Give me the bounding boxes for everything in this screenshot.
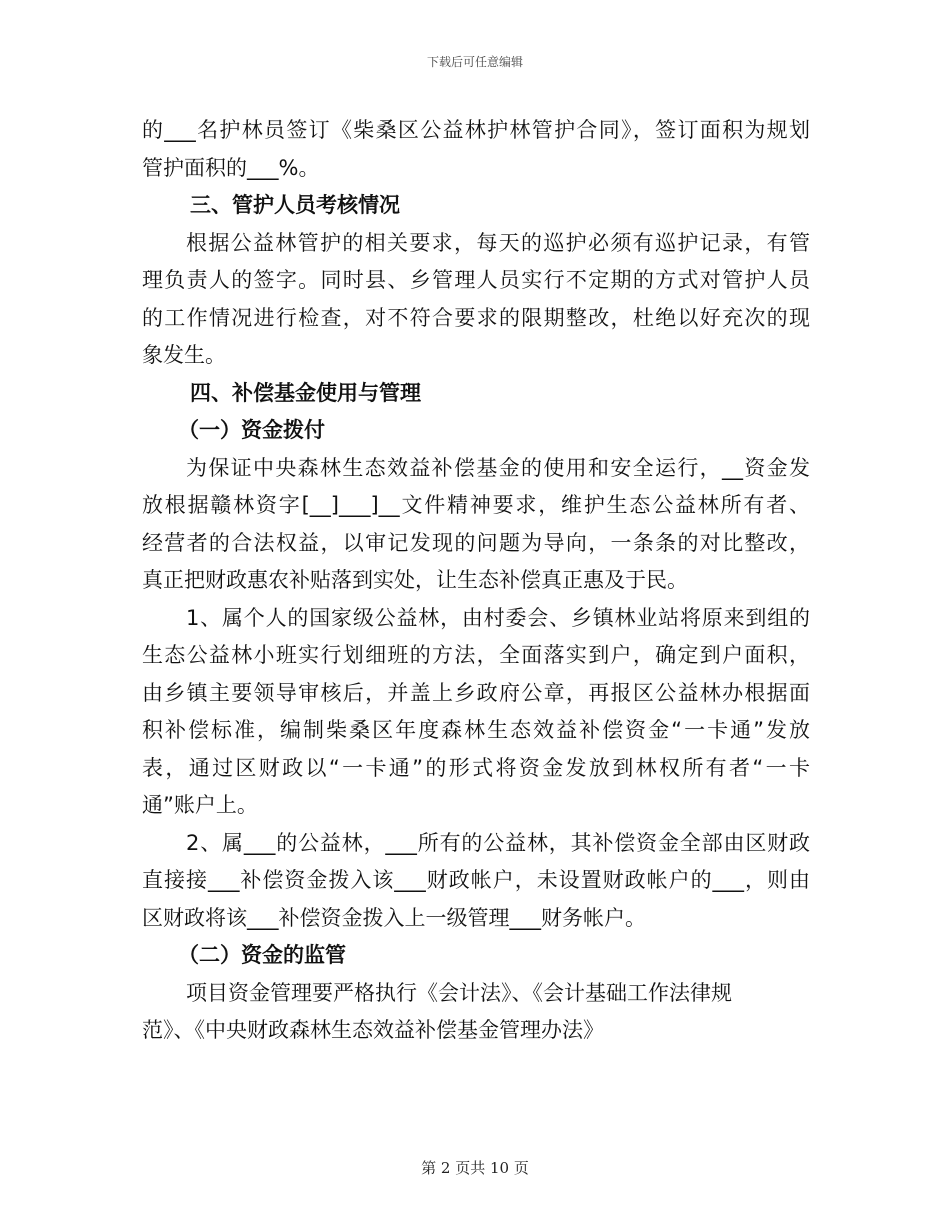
paragraph-line: 直接接___补偿资金拨入该___财政帐户，未设置财政帐户的___，则由 bbox=[142, 868, 810, 892]
paragraph-line: 通”账户上。 bbox=[142, 793, 258, 817]
page-footer: 第 2 页共 10 页 bbox=[421, 1159, 529, 1177]
paragraph-line: 区财政将该___补偿资金拨入上一级管理___财务帐户。 bbox=[142, 905, 646, 930]
paragraph-line: 的工作情况进行检查，对不符合要求的限期整改，杜绝以好充次的现 bbox=[142, 305, 810, 330]
paragraph-line: 项目资金管理要严格执行《会计法》、《会计基础工作法律规 bbox=[186, 980, 732, 1005]
paragraph-line: 理负责人的签字。同时县、乡管理人员实行不定期的方式对管护人员 bbox=[142, 268, 810, 292]
section-heading: 三、管护人员考核情况 bbox=[190, 193, 400, 217]
paragraph-line: 生态公益林小班实行划细班的方法，全面落实到户，确定到户面积， bbox=[142, 643, 810, 667]
paragraph-line: 2、属___的公益林，___所有的公益林，其补偿资金全部由区财政 bbox=[186, 830, 810, 855]
paragraph-line: 为保证中央森林生态效益补偿基金的使用和安全运行，__资金发 bbox=[186, 455, 810, 480]
paragraph-line: 象发生。 bbox=[142, 343, 226, 367]
document-body bbox=[142, 112, 810, 1050]
paragraph-line: 根据公益林管护的相关要求，每天的巡护必须有巡护记录，有管 bbox=[186, 230, 810, 255]
page-header: 下载后可任意编辑 bbox=[426, 55, 523, 69]
paragraph-line: 的___名护林员签订《柴桑区公益林护林管护合同》，签订面积为规划 bbox=[142, 118, 810, 142]
section-heading: 四、补偿基金使用与管理 bbox=[190, 380, 421, 405]
subsection-heading: （二）资金的监管 bbox=[178, 943, 346, 967]
paragraph-line: 由乡镇主要领导审核后，并盖上乡政府公章，再报区公益林办根据面 bbox=[142, 680, 810, 705]
paragraph-line: 表，通过区财政以“一卡通”的形式将资金发放到林权所有者“一卡 bbox=[142, 755, 810, 780]
paragraph-line: 真正把财政惠农补贴落到实处，让生态补偿真正惠及于民。 bbox=[142, 568, 688, 592]
paragraph-line: 经营者的合法权益，以审记发现的问题为导向，一条条的对比整改， bbox=[142, 530, 810, 555]
paragraph-line: 积补偿标准，编制柴桑区年度森林生态效益补偿资金“一卡通”发放 bbox=[142, 718, 810, 742]
paragraph-line: 1、属个人的国家级公益林，由村委会、乡镇林业站将原来到组的 bbox=[186, 605, 810, 630]
paragraph-line: 范》、《中央财政森林生态效益补偿基金管理办法》 bbox=[142, 1018, 604, 1042]
subsection-heading: （一）资金拨付 bbox=[178, 418, 325, 442]
paragraph-line: 放根据赣林资字[__]___]__文件精神要求，维护生态公益林所有者、 bbox=[142, 493, 810, 517]
paragraph-line: 管护面积的___%。 bbox=[142, 155, 320, 180]
